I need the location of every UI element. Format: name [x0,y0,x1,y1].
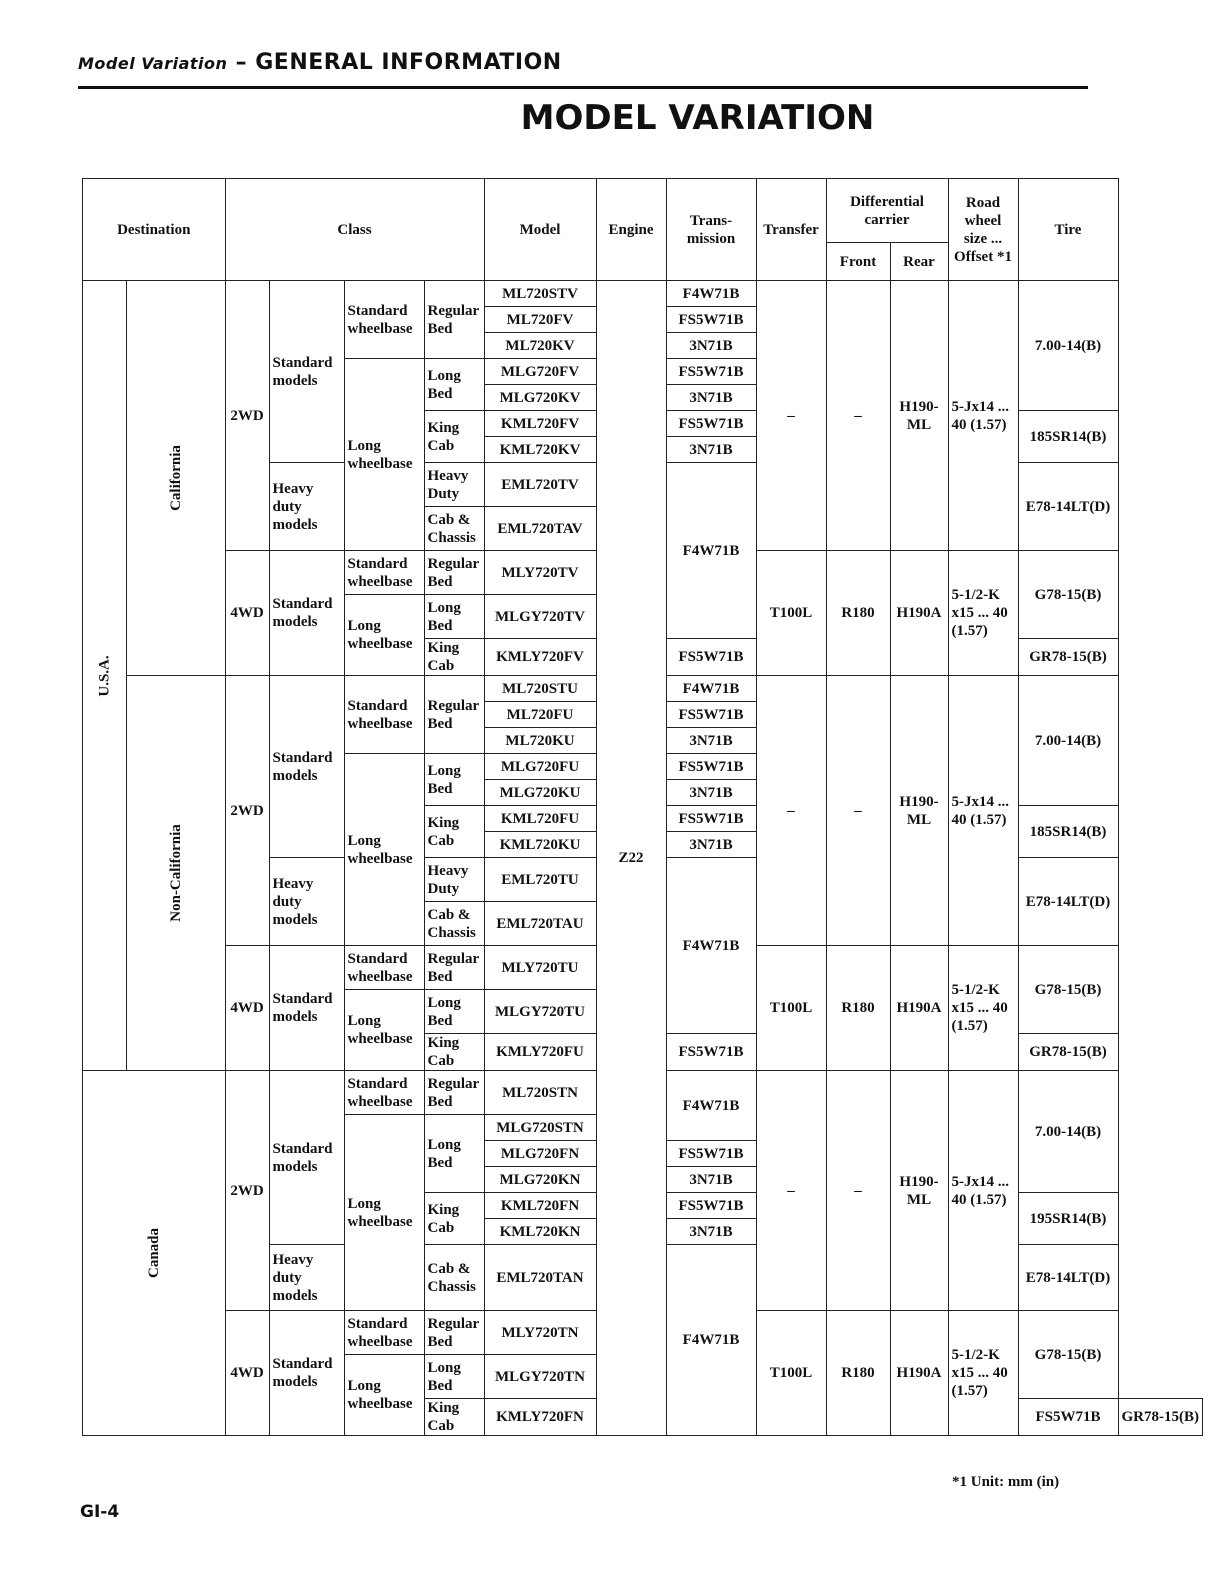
model-cell: EML720TV [484,463,596,507]
wheel-cell: 5-1/2-K x15 ... 40 (1.57) [948,551,1018,676]
transfer-cell: – [756,1071,826,1311]
model-cell: ML720STN [484,1071,596,1115]
col-tire: Tire [1018,179,1118,281]
wheel-cell: 5-Jx14 ... 40 (1.57) [948,676,1018,946]
trans-cell: FS5W71B [666,359,756,385]
model-cell: KMLY720FN [484,1399,596,1436]
diff-front-cell: – [826,676,890,946]
model-cell: ML720STU [484,676,596,702]
section-name: Model Variation [78,54,228,73]
wheelbase-long-4wd: Long wheelbase [344,990,424,1071]
diff-front-cell: – [826,1071,890,1311]
trans-cell: FS5W71B [666,639,756,676]
body-king-cab: King Cab [424,411,484,463]
diff-rear-cell: H190-ML [890,1071,948,1311]
trans-cell: F4W71B [666,1245,756,1436]
model-variation-table-wrap [82,178,1203,1436]
chapter-name: GENERAL INFORMATION [255,50,562,75]
trans-cell: 3N71B [666,385,756,411]
col-transmission: Trans-mission [666,179,756,281]
model-cell: ML720FV [484,307,596,333]
class-standard-models-4wd: Standard models [269,946,344,1071]
model-cell: MLY720TN [484,1311,596,1355]
tire-cell: E78-14LT(D) [1018,858,1118,946]
diff-front-cell: – [826,281,890,551]
wheel-cell: 5-1/2-K x15 ... 40 (1.57) [948,946,1018,1071]
body-regular-bed: Regular Bed [424,281,484,359]
class-standard-models: Standard models [269,1071,344,1245]
tire-cell: GR78-15(B) [1118,1399,1203,1436]
model-cell: KMLY720FV [484,639,596,676]
trans-cell: 3N71B [666,780,756,806]
model-cell: MLY720TV [484,551,596,595]
trans-cell: F4W71B [666,281,756,307]
trans-cell: 3N71B [666,333,756,359]
model-cell: ML720STV [484,281,596,307]
wheelbase-standard-4wd: Standard wheelbase [344,551,424,595]
tire-cell: 7.00-14(B) [1018,1071,1118,1193]
body-regular-bed: Regular Bed [424,676,484,754]
trans-cell: FS5W71B [666,1034,756,1071]
wheel-cell: 5-1/2-K x15 ... 40 (1.57) [948,1311,1018,1436]
col-front: Front [826,243,890,281]
model-cell: MLGY720TV [484,595,596,639]
wheel-cell: 5-Jx14 ... 40 (1.57) [948,1071,1018,1311]
model-cell: MLG720KU [484,780,596,806]
class-standard-models-4wd: Standard models [269,1311,344,1436]
wheelbase-long-4wd: Long wheelbase [344,1355,424,1436]
diff-rear-cell: H190A [890,1311,948,1436]
model-cell: MLG720FU [484,754,596,780]
model-cell: MLG720STN [484,1115,596,1141]
class-standard-models: Standard models [269,676,344,858]
model-cell: EML720TAU [484,902,596,946]
tire-cell: E78-14LT(D) [1018,463,1118,551]
model-cell: MLG720FV [484,359,596,385]
diff-front-cell: R180 [826,551,890,676]
tire-cell: 185SR14(B) [1018,806,1118,858]
body-king-cab: King Cab [424,1193,484,1245]
page-title: MODEL VARIATION [520,98,875,138]
tire-cell: G78-15(B) [1018,946,1118,1034]
header-rule [78,86,1088,89]
model-cell: ML720FU [484,702,596,728]
model-cell: MLGY720TU [484,990,596,1034]
tire-cell: GR78-15(B) [1018,1034,1118,1071]
col-rear: Rear [890,243,948,281]
trans-cell: FS5W71B [666,411,756,437]
class-standard-models: Standard models [269,281,344,463]
transfer-cell: T100L [756,946,826,1071]
model-cell: KML720KN [484,1219,596,1245]
dest-canada: Canada [83,1071,226,1436]
body-cab-chassis: Cab & Chassis [424,1245,484,1311]
wheelbase-long: Long wheelbase [344,754,424,946]
drive-4wd: 4WD [225,1311,269,1436]
model-cell: EML720TU [484,858,596,902]
drive-4wd: 4WD [225,551,269,676]
dest-california: California [127,281,226,676]
wheelbase-standard-4wd: Standard wheelbase [344,1311,424,1355]
drive-2wd: 2WD [225,281,269,551]
wheelbase-standard: Standard wheelbase [344,281,424,359]
body-cab-chassis: Cab & Chassis [424,902,484,946]
tire-cell: 7.00-14(B) [1018,281,1118,411]
tire-cell: GR78-15(B) [1018,639,1118,676]
model-cell: MLG720KN [484,1167,596,1193]
body-long-bed: Long Bed [424,359,484,411]
engine-cell: Z22 [596,281,666,1436]
page-header [78,50,562,75]
col-destination: Destination [83,179,226,281]
body-long-bed: Long Bed [424,1115,484,1193]
footnote-unit: *1 Unit: mm (in) [952,1474,1060,1490]
trans-cell: 3N71B [666,728,756,754]
model-cell: ML720KV [484,333,596,359]
col-class: Class [225,179,484,281]
trans-cell: 3N71B [666,1167,756,1193]
class-heavy-duty-models: Heavy duty models [269,1245,344,1311]
model-variation-table [82,178,1203,1436]
wheelbase-standard: Standard wheelbase [344,1071,424,1115]
tire-cell: 195SR14(B) [1018,1193,1118,1245]
diff-front-cell: R180 [826,946,890,1071]
col-wheel: Road wheel size ... Offset *1 [948,179,1018,281]
tire-cell: E78-14LT(D) [1018,1245,1118,1311]
tire-cell: G78-15(B) [1018,551,1118,639]
wheelbase-standard-4wd: Standard wheelbase [344,946,424,990]
col-engine: Engine [596,179,666,281]
model-cell: KML720KV [484,437,596,463]
transfer-cell: T100L [756,1311,826,1436]
model-cell: MLY720TU [484,946,596,990]
body-long-bed-4wd: Long Bed [424,595,484,639]
col-differential: Differential carrier [826,179,948,243]
body-regular-bed-4wd: Regular Bed [424,551,484,595]
model-cell: ML720KU [484,728,596,754]
diff-rear-cell: H190-ML [890,676,948,946]
body-long-bed: Long Bed [424,754,484,806]
trans-cell: 3N71B [666,832,756,858]
trans-cell: FS5W71B [666,1141,756,1167]
model-cell: EML720TAV [484,507,596,551]
diff-front-cell: R180 [826,1311,890,1436]
page-number: GI-4 [80,1502,120,1522]
model-cell: KML720FU [484,806,596,832]
diff-rear-cell: H190A [890,551,948,676]
model-cell: KML720FN [484,1193,596,1219]
trans-cell: FS5W71B [666,754,756,780]
body-king-cab: King Cab [424,806,484,858]
trans-cell: F4W71B [666,858,756,1034]
body-regular-bed-4wd: Regular Bed [424,1311,484,1355]
drive-2wd: 2WD [225,1071,269,1311]
wheelbase-long: Long wheelbase [344,1115,424,1311]
transfer-cell: T100L [756,551,826,676]
trans-cell: FS5W71B [1018,1399,1118,1436]
model-cell: MLG720FN [484,1141,596,1167]
tire-cell: 185SR14(B) [1018,411,1118,463]
body-king-cab-4wd: King Cab [424,1034,484,1071]
tire-cell: 7.00-14(B) [1018,676,1118,806]
model-cell: KMLY720FU [484,1034,596,1071]
body-heavy-duty: Heavy Duty [424,463,484,507]
body-king-cab-4wd: King Cab [424,1399,484,1436]
trans-cell: F4W71B [666,463,756,639]
header-dash: – [227,50,256,75]
wheelbase-long: Long wheelbase [344,359,424,551]
trans-cell: F4W71B [666,1071,756,1141]
class-heavy-duty-models: Heavy duty models [269,463,344,551]
drive-2wd: 2WD [225,676,269,946]
trans-cell: FS5W71B [666,1193,756,1219]
model-cell: MLG720KV [484,385,596,411]
trans-cell: F4W71B [666,676,756,702]
diff-rear-cell: H190A [890,946,948,1071]
model-cell: KML720FV [484,411,596,437]
body-king-cab-4wd: King Cab [424,639,484,676]
tire-cell: G78-15(B) [1018,1311,1118,1399]
body-heavy-duty: Heavy Duty [424,858,484,902]
dest-non-california: Non-California [127,676,226,1071]
transfer-cell: – [756,676,826,946]
body-cab-chassis: Cab & Chassis [424,507,484,551]
body-regular-bed: Regular Bed [424,1071,484,1115]
trans-cell: FS5W71B [666,307,756,333]
trans-cell: FS5W71B [666,806,756,832]
transfer-cell: – [756,281,826,551]
col-transfer: Transfer [756,179,826,281]
model-cell: MLGY720TN [484,1355,596,1399]
model-cell: EML720TAN [484,1245,596,1311]
diff-rear-cell: H190-ML [890,281,948,551]
trans-cell: FS5W71B [666,702,756,728]
class-heavy-duty-models: Heavy duty models [269,858,344,946]
trans-cell: 3N71B [666,437,756,463]
model-cell: KML720KU [484,832,596,858]
wheelbase-long-4wd: Long wheelbase [344,595,424,676]
dest-usa: U.S.A. [83,281,127,1071]
body-long-bed-4wd: Long Bed [424,1355,484,1399]
class-standard-models-4wd: Standard models [269,551,344,676]
body-regular-bed-4wd: Regular Bed [424,946,484,990]
drive-4wd: 4WD [225,946,269,1071]
wheelbase-standard: Standard wheelbase [344,676,424,754]
col-model: Model [484,179,596,281]
body-long-bed-4wd: Long Bed [424,990,484,1034]
wheel-cell: 5-Jx14 ... 40 (1.57) [948,281,1018,551]
trans-cell: 3N71B [666,1219,756,1245]
